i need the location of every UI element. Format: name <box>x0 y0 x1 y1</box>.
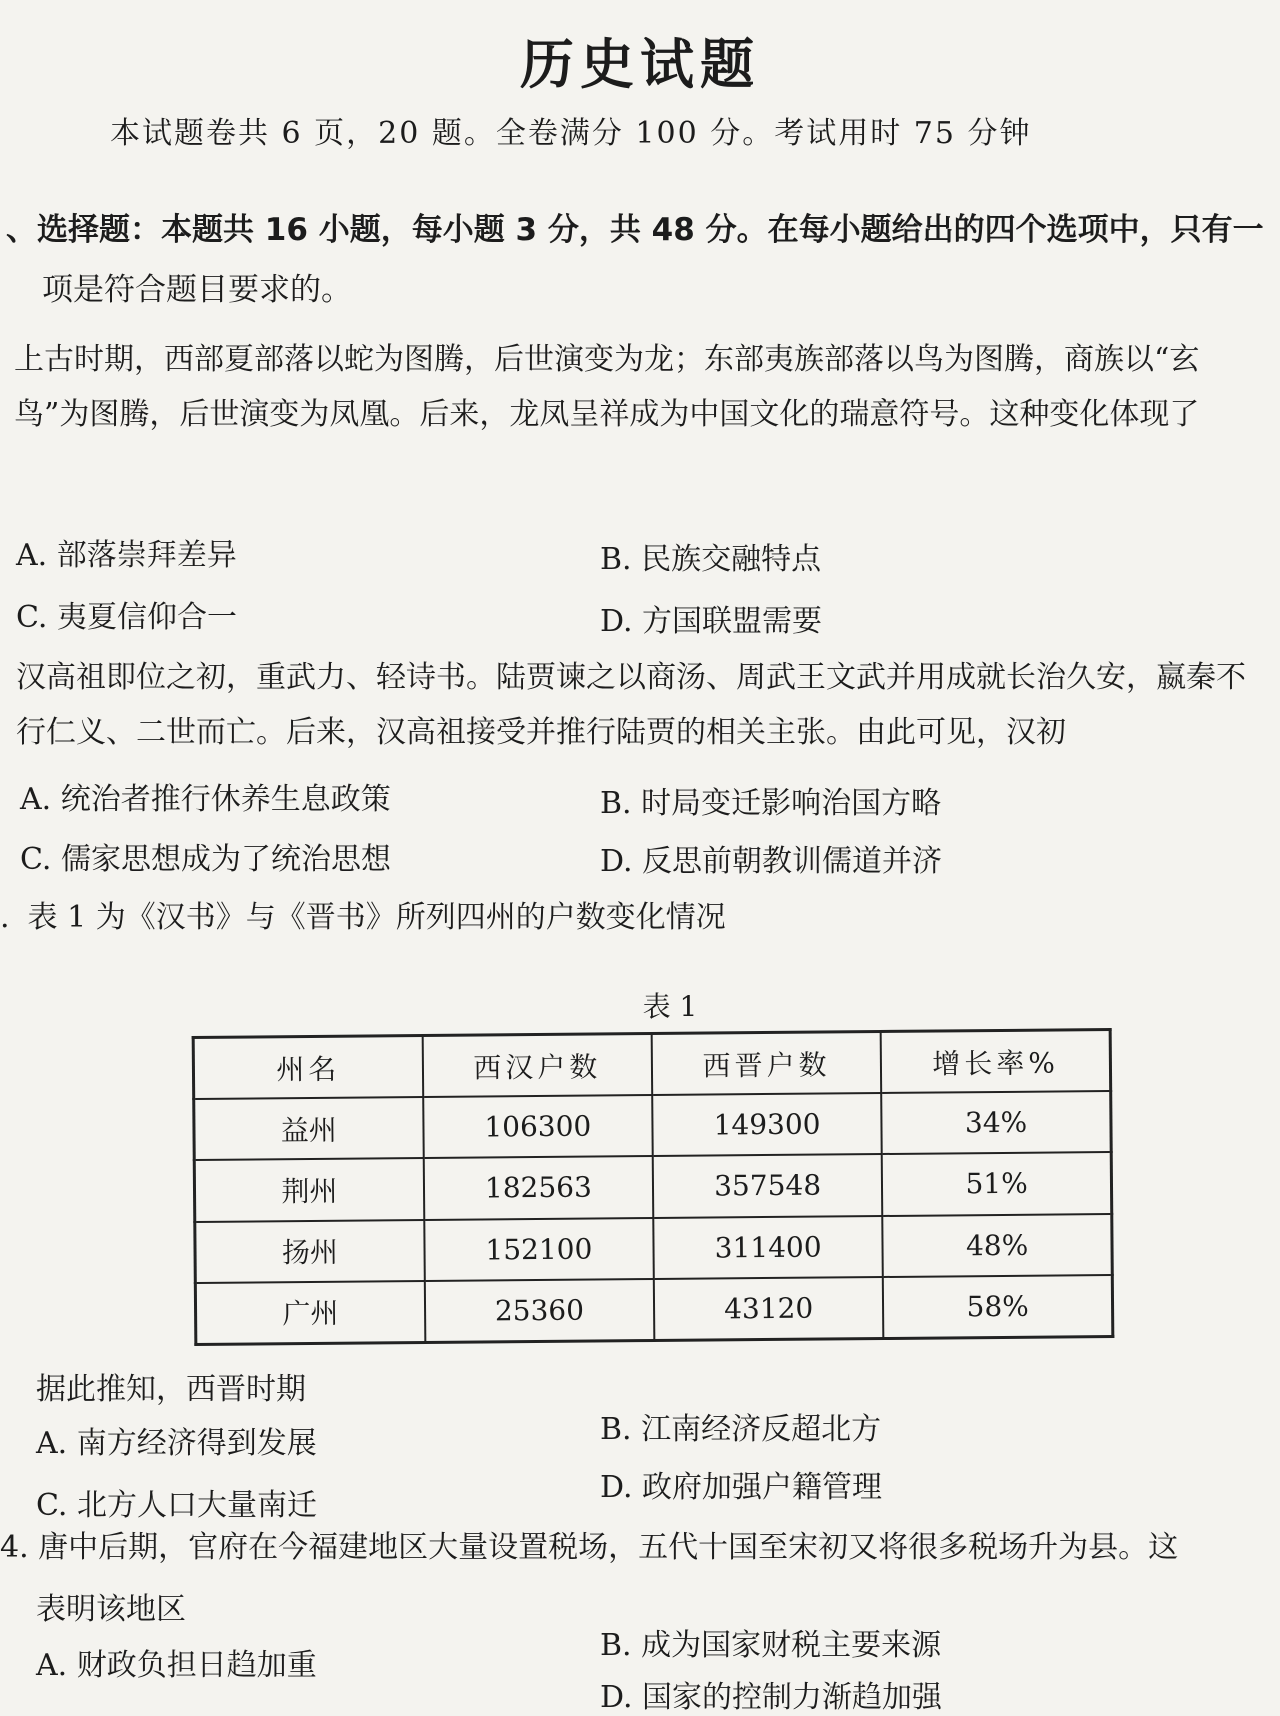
table-row <box>195 1214 1112 1283</box>
table-row <box>194 1152 1111 1221</box>
table-cell: 58% <box>883 1275 1113 1339</box>
question-4-option-b[interactable]: B. 成为国家财税主要来源 <box>600 1628 942 1663</box>
question-3-stem: 表 1 为《汉书》与《晋书》所列四州的户数变化情况 <box>27 900 726 935</box>
question-1 <box>14 332 1264 442</box>
section-heading-line2: 项是符合题目要求的。 <box>42 272 352 308</box>
table-cell: 149300 <box>652 1093 882 1156</box>
question-4-option-d[interactable]: D. 国家的控制力渐趋加强 <box>600 1680 943 1715</box>
exam-instructions: 本试题卷共 6 页，20 题。全卷满分 100 分。考试用时 75 分钟 <box>110 116 1032 151</box>
question-3-option-c[interactable]: C. 北方人口大量南迁 <box>36 1488 317 1523</box>
table-header-cell: 增长率% <box>881 1030 1111 1094</box>
table-cell: 25360 <box>425 1279 655 1343</box>
question-3-followup: 据此推知，西晋时期 <box>36 1372 306 1407</box>
table-header-cell: 西汉户数 <box>422 1034 652 1098</box>
table-header-cell: 州名 <box>193 1036 423 1100</box>
table-row <box>194 1091 1111 1160</box>
question-4-number: 4. <box>0 1530 29 1565</box>
table-caption: 表 1 <box>642 990 698 1023</box>
table-cell: 311400 <box>653 1216 883 1279</box>
table-cell: 51% <box>882 1152 1112 1215</box>
table-cell: 益州 <box>194 1097 424 1160</box>
table-header-row <box>193 1030 1111 1100</box>
question-2-option-c[interactable]: C. 儒家思想成为了统治思想 <box>20 842 391 877</box>
question-4-stem-continued: 表明该地区 <box>36 1592 186 1627</box>
section-heading-line1: 、选择题：本题共 16 小题，每小题 3 分，共 48 分。在每小题给出的四个选项中，只有一 <box>6 212 1264 248</box>
table-row <box>195 1275 1113 1345</box>
question-3-option-d[interactable]: D. 政府加强户籍管理 <box>600 1470 883 1505</box>
question-4-option-a[interactable]: A. 财政负担日趋加重 <box>36 1648 317 1683</box>
question-1-option-b[interactable]: B. 民族交融特点 <box>600 542 822 577</box>
table-cell: 48% <box>883 1214 1113 1277</box>
question-2 <box>16 650 1266 760</box>
question-4 <box>0 1520 1275 1575</box>
section-heading <box>6 200 1266 320</box>
question-2-stem: 汉高祖即位之初，重武力、轻诗书。陆贾谏之以商汤、周武王文武并用成就长治久安，嬴秦不行仁义、二世而亡。后来，汉高祖接受并推行陆贾的相关主张。由此可见，汉初 <box>16 660 1246 750</box>
question-3-option-a[interactable]: A. 南方经济得到发展 <box>36 1426 317 1461</box>
page-title: 历史试题 <box>520 33 760 96</box>
table-cell: 357548 <box>653 1154 883 1217</box>
table-cell: 106300 <box>423 1095 653 1158</box>
question-1-option-c[interactable]: C. 夷夏信仰合一 <box>16 600 237 635</box>
table-cell: 荆州 <box>194 1158 424 1221</box>
table-cell: 182563 <box>423 1156 653 1219</box>
question-3-option-b[interactable]: B. 江南经济反超北方 <box>600 1412 882 1447</box>
question-3 <box>0 890 1270 945</box>
table-cell: 扬州 <box>195 1220 425 1283</box>
table-cell: 43120 <box>654 1277 884 1341</box>
question-3-number: . <box>0 900 10 935</box>
question-1-option-d[interactable]: D. 方国联盟需要 <box>600 604 823 639</box>
question-1-stem: 上古时期，西部夏部落以蛇为图腾，后世演变为龙；东部夷族部落以鸟为图腾，商族以“玄鸟”为图腾，后世演变为凤凰。后来，龙凤呈祥成为中国文化的瑞意符号。这种变化体现了 <box>14 342 1200 432</box>
question-2-option-b[interactable]: B. 时局变迁影响治国方略 <box>600 786 942 821</box>
question-1-option-a[interactable]: A. 部落崇拜差异 <box>16 538 237 573</box>
table-cell: 34% <box>881 1091 1111 1154</box>
table-header-cell: 西晋户数 <box>652 1032 882 1096</box>
question-2-option-d[interactable]: D. 反思前朝教训儒道并济 <box>600 844 943 879</box>
question-2-option-a[interactable]: A. 统治者推行休养生息政策 <box>20 782 391 817</box>
household-table <box>192 1028 1115 1346</box>
table-cell: 广州 <box>195 1281 425 1345</box>
question-4-stem: 唐中后期，官府在今福建地区大量设置税场，五代十国至宋初又将很多税场升为县。这 <box>38 1530 1179 1565</box>
table-cell: 152100 <box>424 1218 654 1281</box>
